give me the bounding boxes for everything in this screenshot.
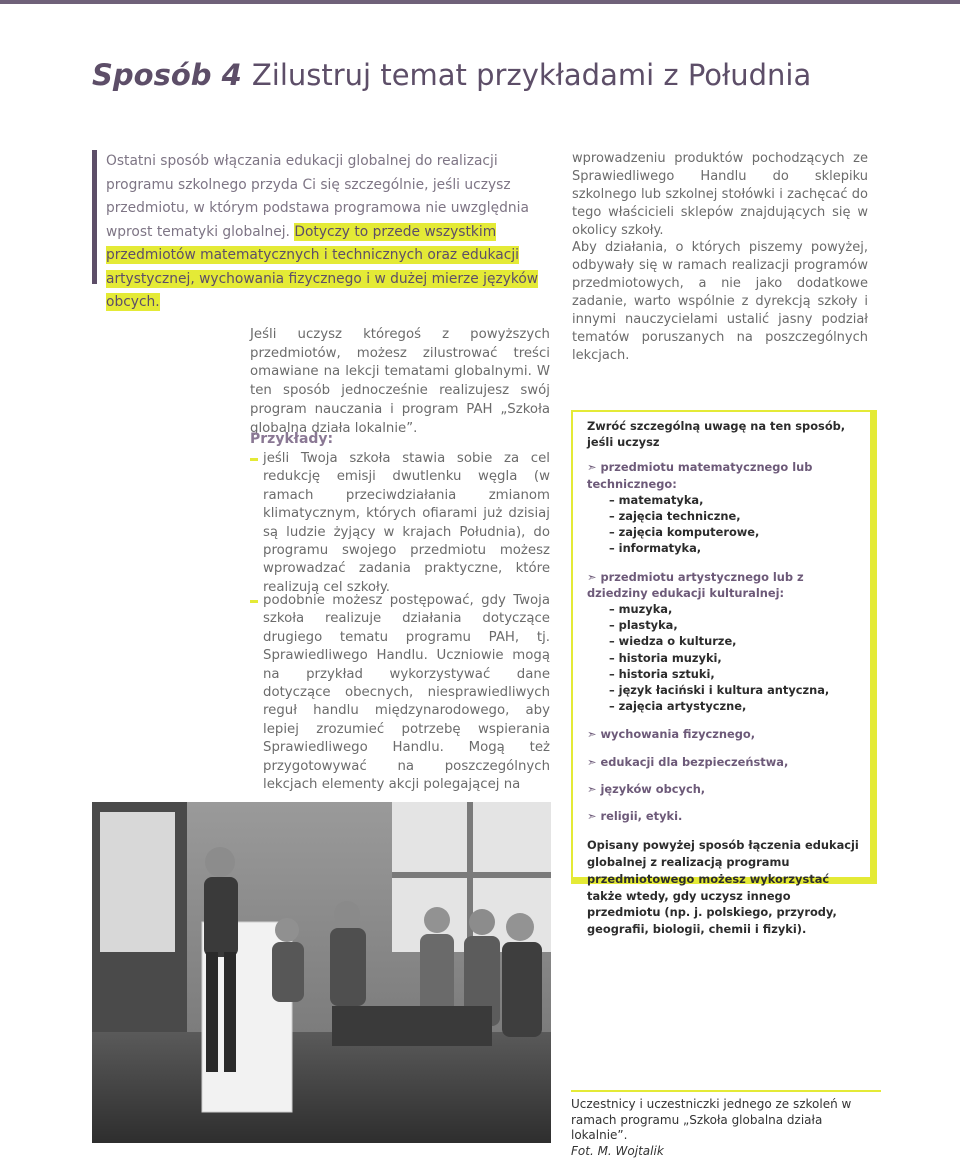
category-art: ➣ przedmiotu artystycznego lub z dziedziny edukacji kulturalnej: (587, 569, 862, 601)
list-item: – muzyka, (587, 601, 862, 617)
photo-credit: Fot. M. Wojtalik (571, 1144, 881, 1159)
arrow-icon: ➣ (587, 570, 597, 584)
list-item: – informatyka, (587, 540, 862, 556)
list-item: – język łaciński i kultura antyczna, (587, 682, 862, 698)
intro-accent-bar (92, 150, 97, 284)
list-item: – zajęcia techniczne, (587, 508, 862, 524)
list-item: – wiedza o kulturze, (587, 633, 862, 649)
arrow-icon: ➣ (587, 727, 597, 741)
bullet-dash (250, 458, 258, 461)
subjects-box (571, 410, 877, 884)
right-paragraph-1: wprowadzeniu produktów pochodzących ze Sprawiedliwego Handlu do sklepiku szkolnego lub szkolnej stołówki i zachęcać do tego właścicieli sklepów znajdujących się w okolicy szkoły. (572, 150, 868, 240)
list-item: – plastyka, (587, 617, 862, 633)
intro-text (106, 150, 550, 315)
left-paragraph: Jeśli uczysz któregoś z powyższych przedmiotów, możesz zilustrować treści omawiane na lekcji tematami globalnymi. W ten sposób jednocześnie realizujesz swój program nauczania i program PAH „Szkoła globalna działa lokalnie”. (250, 326, 550, 438)
example-text: jeśli Twoja szkoła stawia sobie za cel redukcję emisji dwutlenku węgla (w ramach przeciwdziałania zmianom klimatycznym, których ofiarami już dzisiaj są ludzie żyjący w krajach Południa), do programu swojego przedmiotu możesz wprowadzać zadania praktyczne, które realizują cel szkoły. (263, 450, 550, 597)
list-item: – zajęcia artystyczne, (587, 698, 862, 714)
arrow-icon: ➣ (587, 809, 597, 823)
caption-text: Uczestnicy i uczestniczki jednego ze szkoleń w ramach programu „Szkoła globalna działa lokalnie”. (571, 1097, 881, 1144)
category-safety: ➣ edukacji dla bezpieczeństwa, (587, 754, 862, 770)
intro-highlight: Dotyczy to przede wszystkim przedmiotów matematycznych i technicznych oraz edukacji artystycznej, wychowania fizycznego i w dużej mierze języków obcych. (106, 223, 538, 312)
example-item-1 (250, 450, 550, 597)
category-pe: ➣ wychowania fizycznego, (587, 726, 862, 742)
examples-heading: Przykłady: (250, 431, 333, 447)
title-text: Zilustruj temat przykładami z Południa (252, 58, 811, 92)
category-religion: ➣ religii, etyki. (587, 808, 862, 824)
page-title (92, 58, 811, 92)
category-math: ➣ przedmiotu matematycznego lub technicznego: (587, 459, 862, 491)
top-rule (0, 0, 960, 4)
list-item: – historia sztuki, (587, 666, 862, 682)
intro-plain: Ostatni sposób włączania edukacji globalnej do realizacji programu szkolnego przyda Ci się szczególnie, jeśli uczysz przedmiotu, w którym podstawa programowa nie uwzględnia wprost tematyki globalnej. (106, 153, 529, 240)
arrow-icon: ➣ (587, 755, 597, 769)
example-item-2 (250, 592, 550, 794)
title-method-number: Sposób 4 (92, 58, 242, 92)
list-item: – matematyka, (587, 492, 862, 508)
arrow-icon: ➣ (587, 460, 597, 474)
example-text: podobnie możesz postępować, gdy Twoja szkoła realizuje działania dotyczące drugiego tematu programu PAH, tj. Sprawiedliwego Handlu. Uczniowie mogą na przykład wykorzystywać dane dotyczące obecnych, niesprawiedliwych reguł handlu międzynarodowego, aby lepiej zrozumieć potrzebę wspierania Sprawiedliwego Handlu. Mogą też przygotowywać na poszczególnych lekcjach elementy akcji polegającej na (263, 592, 550, 794)
right-paragraph-2: Aby działania, o których piszemy powyżej, odbywały się w ramach realizacji programów przedmiotowych, a nie jako dodatkowe zadanie, warto wspólnie z dyrekcją szkoły i innymi nauczycielami ustalić jasny podział tematów poruszanych na poszczególnych lekcjach. (572, 239, 868, 365)
bullet-dash (250, 600, 258, 603)
intro-block (92, 150, 550, 315)
photo-caption (571, 1090, 881, 1159)
list-item: – historia muzyki, (587, 650, 862, 666)
category-languages: ➣ języków obcych, (587, 781, 862, 797)
box-footer: Opisany powyżej sposób łączenia edukacji globalnej z realizacją programu przedmiotowego możesz wykorzystać także wtedy, gdy uczysz innego przedmiotu (np. j. polskiego, przyrody, geografii, biologii, chemii i fizyki). (587, 837, 862, 938)
workshop-photo (92, 802, 551, 1143)
box-heading: Zwróć szczególną uwagę na ten sposób, jeśli uczysz (587, 418, 862, 450)
arrow-icon: ➣ (587, 782, 597, 796)
list-item: – zajęcia komputerowe, (587, 524, 862, 540)
